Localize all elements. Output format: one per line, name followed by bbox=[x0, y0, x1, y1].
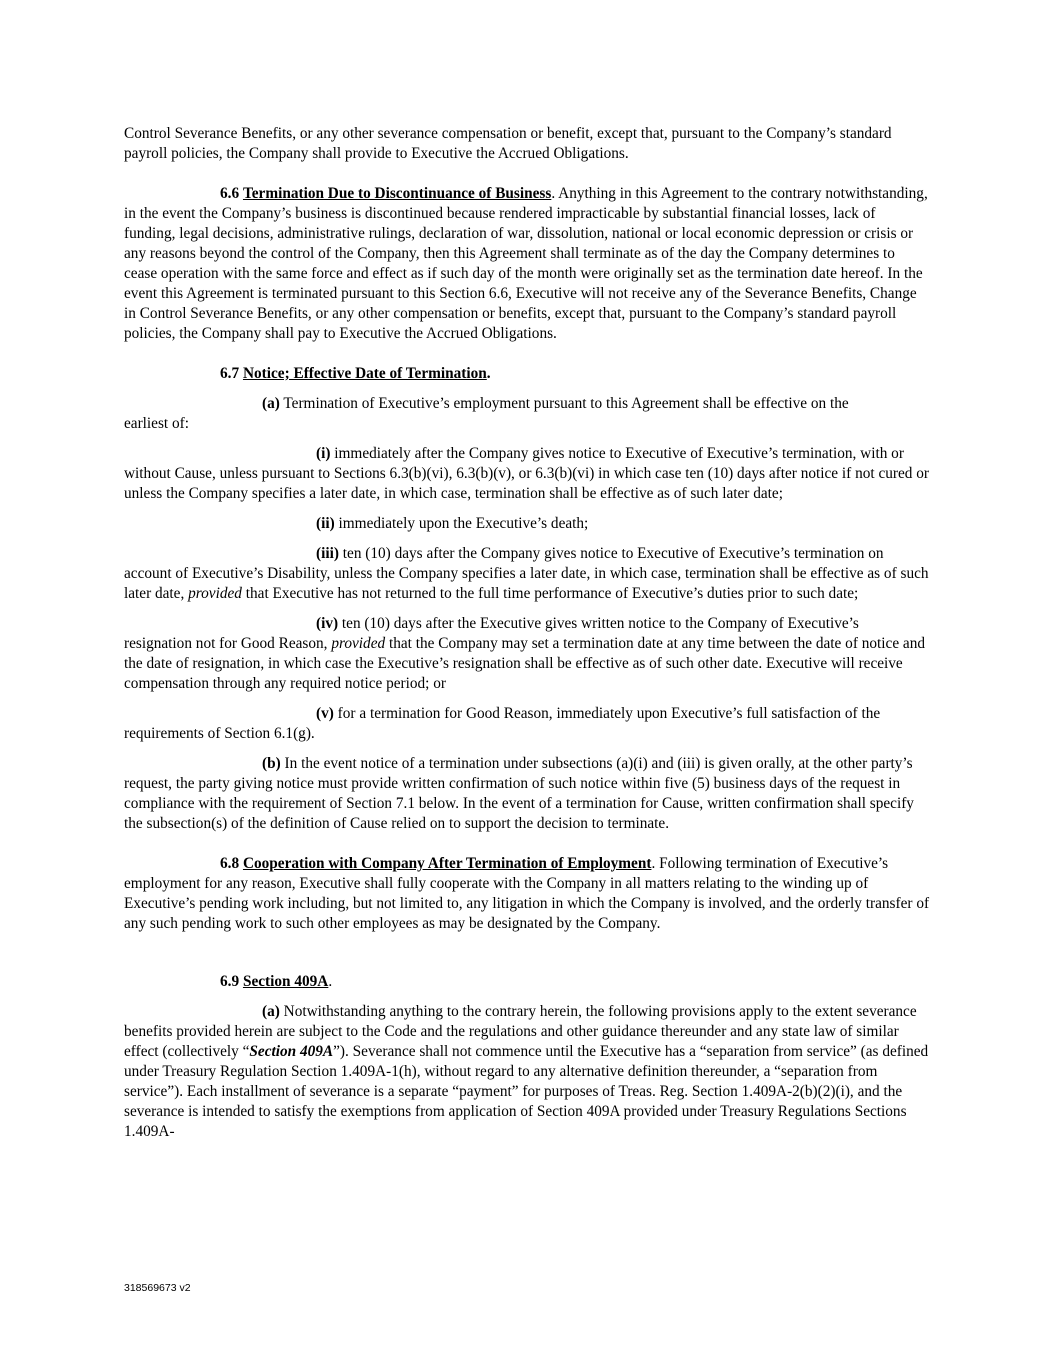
section-number: 6.8 bbox=[220, 855, 240, 872]
clause-6-7-a-iii: (iii) ten (10) days after the Company gives notice to Executive of Executive’s termination on account of Executive’s Disability, unless the Company specifies a later date, in which case, termination shall be effective as of such later date, provided that Executive has not returned to the full time performance of Executive’s duties prior to such date; bbox=[124, 545, 929, 602]
clause-6-7-a-continued: earliest of: bbox=[124, 415, 189, 432]
clause-6-7-b: (b) In the event notice of a termination under subsections (a)(i) and (iii) is given orally, at the other party’s request, the party giving notice must provide written confirmation of such notice within five (5) business days of the request in compliance with the requirement of Section 7.1 below. In the event of a termination for Cause, written confirmation shall specify the subsection(s) of the definition of Cause relied on to support the decision to terminate. bbox=[124, 755, 914, 832]
clause-label: (ii) bbox=[316, 515, 335, 532]
section-6-6 bbox=[124, 184, 930, 344]
section-body: . Following termination of Executive’s employment for any reason, Executive shall fully cooperate with the Company in all matters relating to the winding up of Executive’s pending work including, but not limited to, any litigation in which the Company is involved, and the orderly transfer of any such pending work to such other employees as may be designated by the Company. bbox=[124, 855, 930, 932]
clause-label: (a) bbox=[262, 395, 280, 412]
section-6-8 bbox=[124, 854, 930, 934]
intro-paragraph: Control Severance Benefits, or any other severance compensation or benefit, except that, pursuant to the Company’s standard payroll policies, the Company shall provide to Executive the Accrued Obligations. bbox=[124, 125, 892, 162]
section-number: 6.6 bbox=[220, 185, 240, 202]
clause-6-7-a: (a) Termination of Executive’s employment pursuant to this Agreement shall be effective on the bbox=[262, 395, 849, 412]
section-6-7-heading: 6.7 Notice; Effective Date of Termination. bbox=[220, 365, 491, 382]
clause-label: (iii) bbox=[316, 545, 339, 562]
clause-label: (a) bbox=[262, 1003, 280, 1020]
section-heading: Section 409A bbox=[242, 973, 329, 990]
section-heading: Termination Due to Discontinuance of Business bbox=[242, 185, 552, 202]
section-heading: Cooperation with Company After Termination of Employment bbox=[242, 855, 652, 872]
section-number: 6.9 bbox=[220, 973, 240, 990]
document-id-footer: 318569673 v2 bbox=[124, 1282, 191, 1294]
clause-6-7-a-iv: (iv) ten (10) days after the Executive gives written notice to the Company of Executive’s resignation not for Good Reason, provided that the Company may set a termination date at any time between the date of notice and the date of resignation, in which case the Executive’s resignation shall be effective as of such other date. Executive will receive compensation through any required notice period; or bbox=[124, 615, 926, 692]
defined-term: Section 409A bbox=[249, 1043, 334, 1060]
clause-label: (i) bbox=[316, 445, 331, 462]
clause-6-9-a: (a) Notwithstanding anything to the contrary herein, the following provisions apply to the extent severance benefits provided herein are subject to the Code and the regulations and other guidance thereunder and any state law of similar effect (collectively “Section 409A”). Severance shall not commence until the Executive has a “separation from service” (as defined under Treasury Regulation Section 1.409A-1(h), without regard to any alternative definition thereunder, a “separation from service”). Each installment of severance is a separate “payment” for purposes of Treas. Reg. Section 1.409A-2(b)(2)(i), and the severance is intended to satisfy the exemptions from application of Section 409A provided under Treasury Regulations Sections 1.409A- bbox=[124, 1003, 929, 1140]
section-heading: Notice; Effective Date of Termination bbox=[242, 365, 487, 382]
section-number: 6.7 bbox=[220, 365, 240, 382]
clause-6-7-a-ii: (ii) immediately upon the Executive’s death; bbox=[316, 515, 589, 532]
clause-6-7-a-i: (i) immediately after the Company gives notice to Executive of Executive’s termination, with or without Cause, unless pursuant to Sections 6.3(b)(vi), 6.3(b)(v), or 6.3(b)(vi) in which case ten (10) days after notice if not cured or unless the Company specifies a later date, in which case, termination shall be effective as of such later date; bbox=[124, 445, 929, 502]
section-6-9-heading: 6.9 Section 409A. bbox=[220, 973, 333, 990]
document-page bbox=[124, 124, 930, 1142]
clause-label: (b) bbox=[262, 755, 281, 772]
clause-6-7-a-v: (v) for a termination for Good Reason, immediately upon Executive’s full satisfaction of the requirements of Section 6.1(g). bbox=[124, 705, 881, 742]
clause-label: (v) bbox=[316, 705, 334, 722]
clause-label: (iv) bbox=[316, 615, 339, 632]
section-body: . Anything in this Agreement to the contrary notwithstanding, in the event the Company’s business is discontinued because rendered impracticable by substantial financial losses, lack of funding, legal decisions, administrative rulings, declaration of war, dissolution, national or local economic depression or crisis or any reasons beyond the control of the Company, then this Agreement shall terminate as of the day the Company determines to cease operation with the same force and effect as if such day of the month were originally set as the termination date hereof. In the event this Agreement is terminated pursuant to this Section 6.6, Executive will not receive any of the Severance Benefits, Change in Control Severance Benefits, or any other compensation or benefits, except that, pursuant to the Company’s standard payroll policies, the Company shall pay to Executive the Accrued Obligations. bbox=[124, 185, 928, 342]
